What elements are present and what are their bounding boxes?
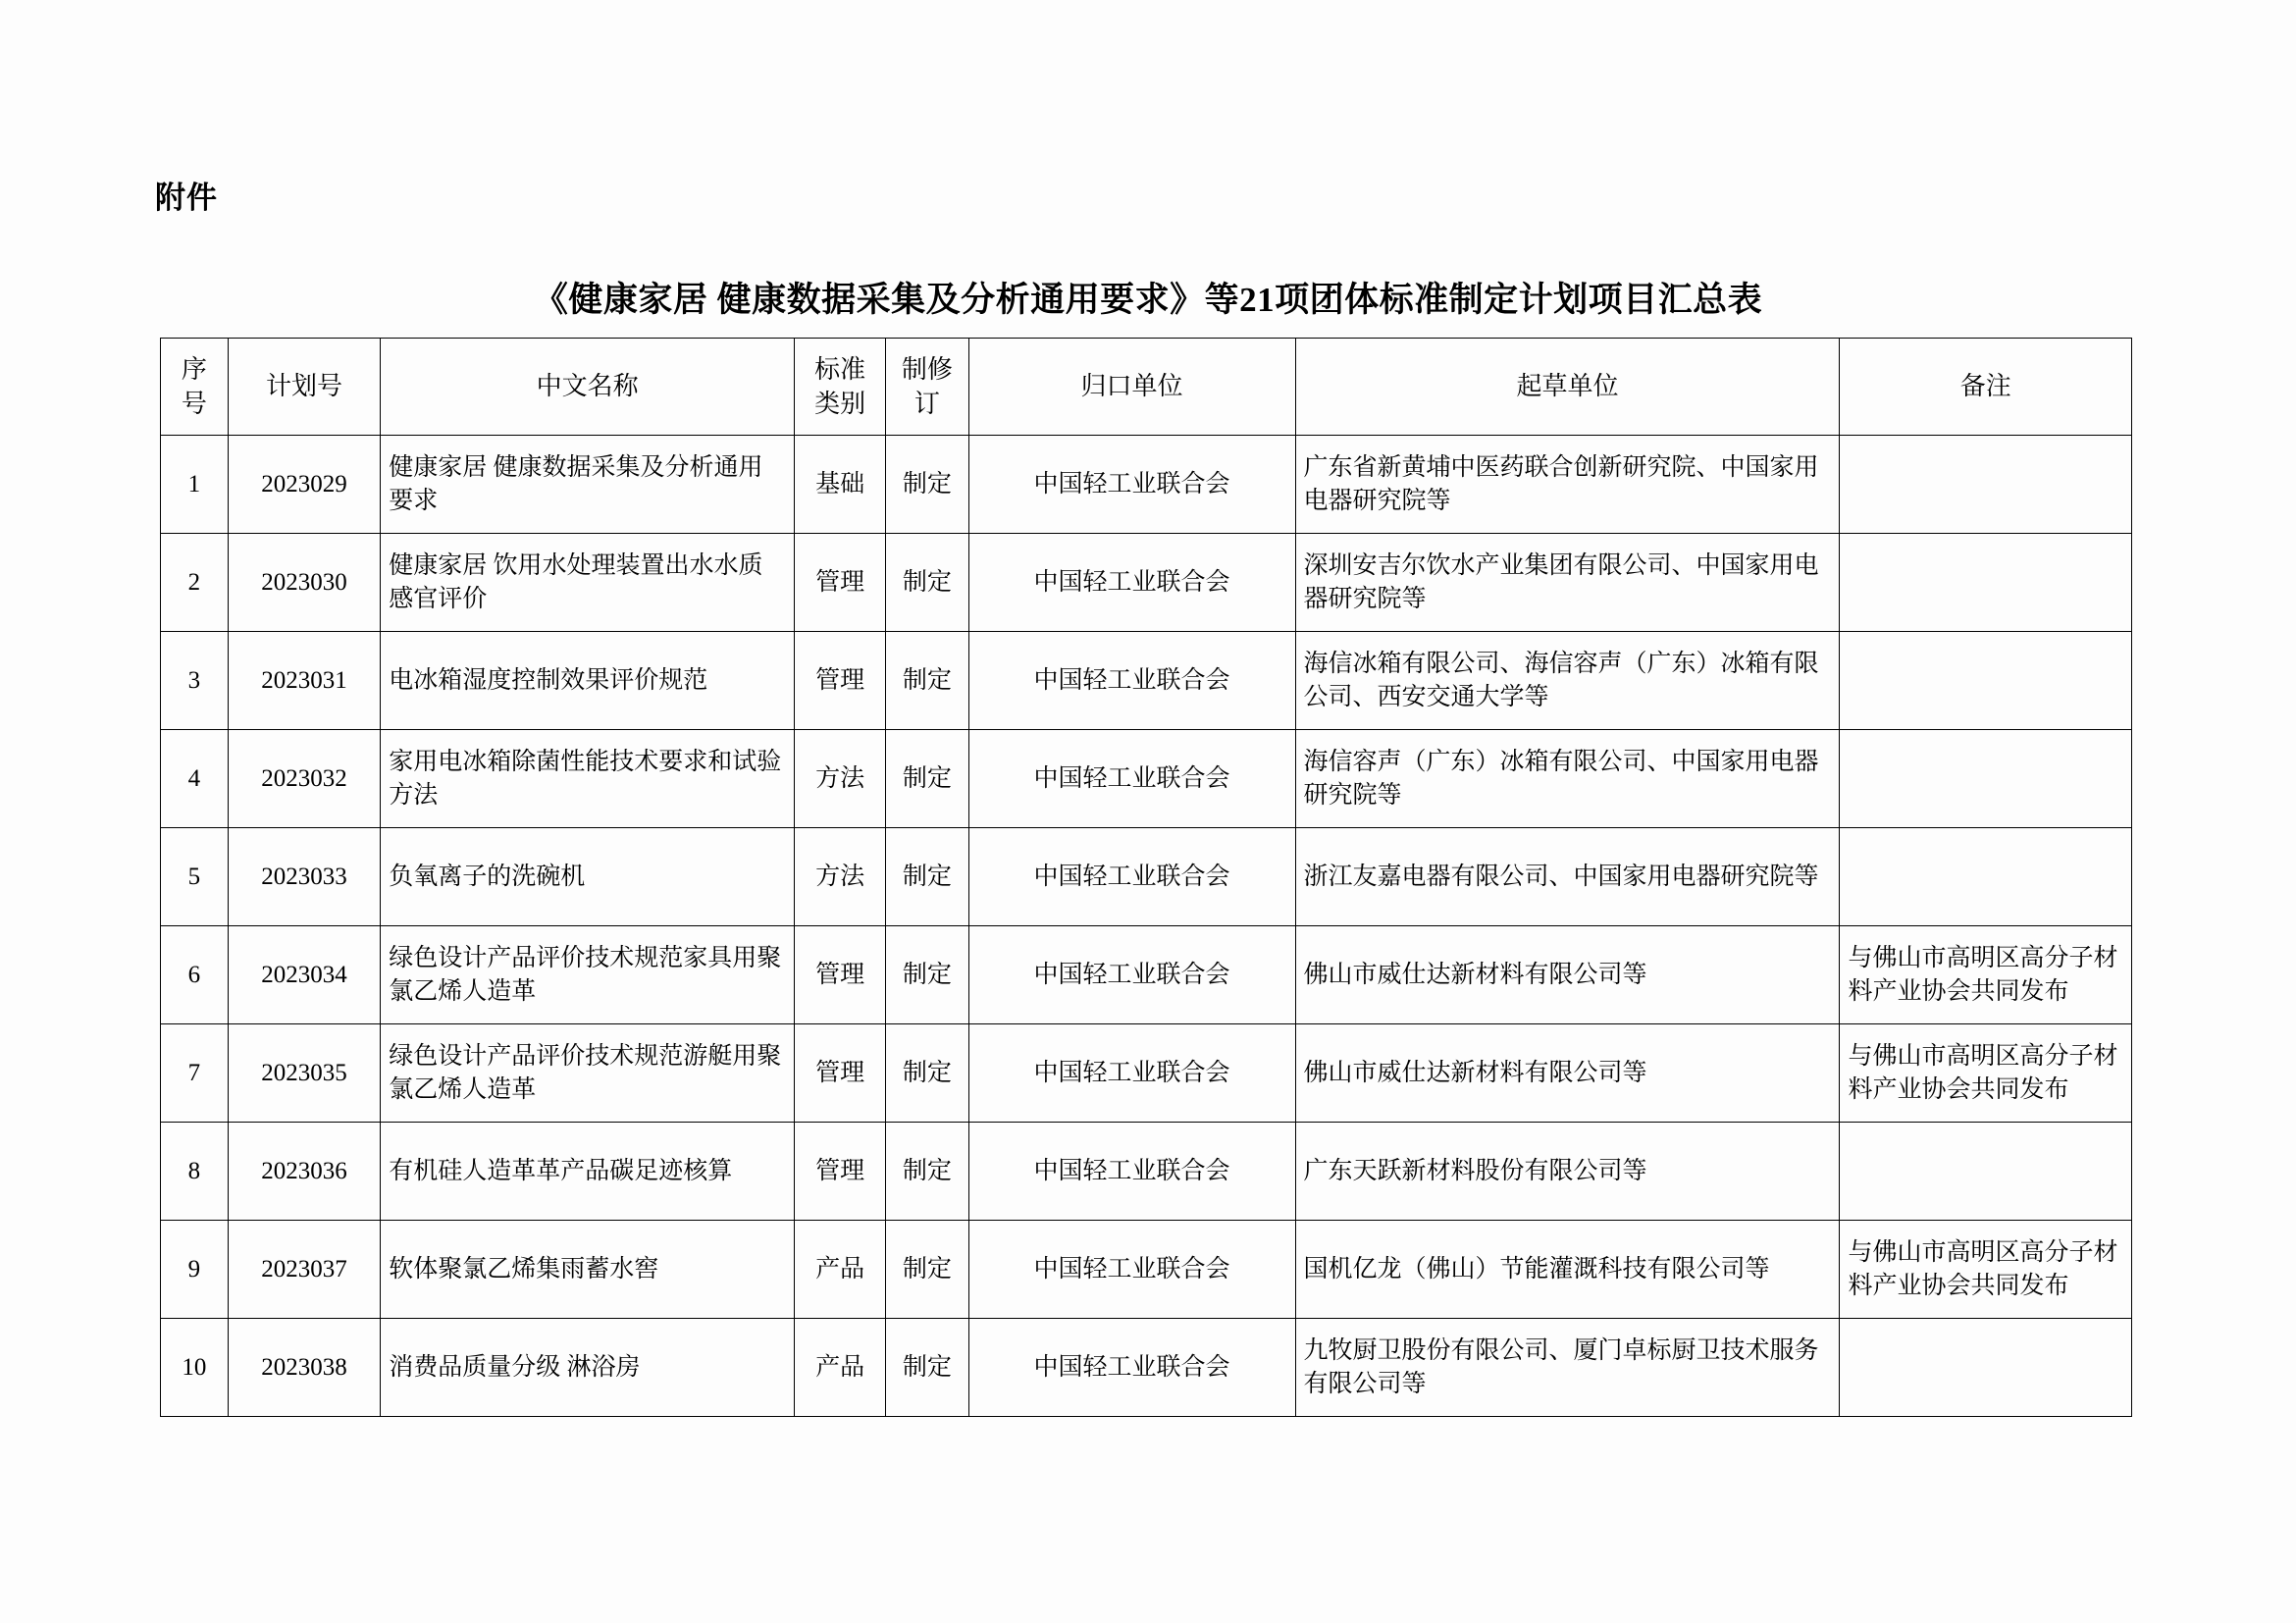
table-row xyxy=(161,730,2132,828)
cell-seq: 8 xyxy=(161,1123,229,1221)
page-title: 《健康家居 健康数据采集及分析通用要求》等21项团体标准制定计划项目汇总表 xyxy=(533,281,1763,319)
cell-standard-type: 产品 xyxy=(794,1221,885,1319)
table-row xyxy=(161,436,2132,534)
cell-remark: 与佛山市高明区高分子材料产业协会共同发布 xyxy=(1840,926,2132,1024)
cell-plan-no: 2023037 xyxy=(228,1221,380,1319)
column-header-remark: 备注 xyxy=(1840,339,2132,436)
table-row xyxy=(161,828,2132,926)
cell-plan-no: 2023033 xyxy=(228,828,380,926)
cell-managing-unit: 中国轻工业联合会 xyxy=(968,1319,1295,1417)
cell-standard-type: 管理 xyxy=(794,632,885,730)
cell-remark xyxy=(1840,436,2132,534)
cell-standard-type: 方法 xyxy=(794,828,885,926)
column-header-managing-unit: 归口单位 xyxy=(968,339,1295,436)
column-header-revision: 制修订 xyxy=(886,339,968,436)
cell-managing-unit: 中国轻工业联合会 xyxy=(968,1221,1295,1319)
cell-chinese-name: 消费品质量分级 淋浴房 xyxy=(381,1319,795,1417)
cell-plan-no: 2023029 xyxy=(228,436,380,534)
table-row xyxy=(161,632,2132,730)
cell-revision: 制定 xyxy=(886,534,968,632)
cell-revision: 制定 xyxy=(886,632,968,730)
cell-revision: 制定 xyxy=(886,436,968,534)
column-header-drafting-unit: 起草单位 xyxy=(1295,339,1840,436)
cell-plan-no: 2023034 xyxy=(228,926,380,1024)
cell-drafting-unit: 深圳安吉尔饮水产业集团有限公司、中国家用电器研究院等 xyxy=(1295,534,1840,632)
attachment-label: 附件 xyxy=(155,181,218,215)
cell-remark xyxy=(1840,632,2132,730)
cell-remark xyxy=(1840,1123,2132,1221)
cell-managing-unit: 中国轻工业联合会 xyxy=(968,828,1295,926)
cell-chinese-name: 家用电冰箱除菌性能技术要求和试验方法 xyxy=(381,730,795,828)
cell-revision: 制定 xyxy=(886,1221,968,1319)
cell-standard-type: 基础 xyxy=(794,436,885,534)
cell-seq: 1 xyxy=(161,436,229,534)
table-row xyxy=(161,1123,2132,1221)
cell-drafting-unit: 广东天跃新材料股份有限公司等 xyxy=(1295,1123,1840,1221)
table-row xyxy=(161,1319,2132,1417)
cell-managing-unit: 中国轻工业联合会 xyxy=(968,1024,1295,1123)
cell-chinese-name: 绿色设计产品评价技术规范家具用聚氯乙烯人造革 xyxy=(381,926,795,1024)
cell-seq: 9 xyxy=(161,1221,229,1319)
cell-revision: 制定 xyxy=(886,1123,968,1221)
cell-managing-unit: 中国轻工业联合会 xyxy=(968,926,1295,1024)
cell-revision: 制定 xyxy=(886,730,968,828)
cell-standard-type: 方法 xyxy=(794,730,885,828)
cell-revision: 制定 xyxy=(886,828,968,926)
cell-seq: 5 xyxy=(161,828,229,926)
column-header-plan-no: 计划号 xyxy=(228,339,380,436)
standards-summary-table xyxy=(160,338,2132,1417)
table-row xyxy=(161,1024,2132,1123)
cell-chinese-name: 电冰箱湿度控制效果评价规范 xyxy=(381,632,795,730)
table-header-row xyxy=(161,339,2132,436)
cell-chinese-name: 健康家居 健康数据采集及分析通用要求 xyxy=(381,436,795,534)
cell-seq: 10 xyxy=(161,1319,229,1417)
cell-drafting-unit: 海信容声（广东）冰箱有限公司、中国家用电器研究院等 xyxy=(1295,730,1840,828)
cell-drafting-unit: 海信冰箱有限公司、海信容声（广东）冰箱有限公司、西安交通大学等 xyxy=(1295,632,1840,730)
cell-seq: 4 xyxy=(161,730,229,828)
cell-managing-unit: 中国轻工业联合会 xyxy=(968,436,1295,534)
cell-remark xyxy=(1840,730,2132,828)
cell-seq: 7 xyxy=(161,1024,229,1123)
cell-drafting-unit: 九牧厨卫股份有限公司、厦门卓标厨卫技术服务有限公司等 xyxy=(1295,1319,1840,1417)
cell-plan-no: 2023031 xyxy=(228,632,380,730)
column-header-seq: 序号 xyxy=(161,339,229,436)
cell-drafting-unit: 佛山市威仕达新材料有限公司等 xyxy=(1295,1024,1840,1123)
cell-chinese-name: 健康家居 饮用水处理装置出水水质 感官评价 xyxy=(381,534,795,632)
cell-drafting-unit: 佛山市威仕达新材料有限公司等 xyxy=(1295,926,1840,1024)
cell-remark: 与佛山市高明区高分子材料产业协会共同发布 xyxy=(1840,1221,2132,1319)
cell-chinese-name: 有机硅人造革革产品碳足迹核算 xyxy=(381,1123,795,1221)
cell-plan-no: 2023036 xyxy=(228,1123,380,1221)
cell-managing-unit: 中国轻工业联合会 xyxy=(968,1123,1295,1221)
cell-plan-no: 2023030 xyxy=(228,534,380,632)
cell-plan-no: 2023032 xyxy=(228,730,380,828)
cell-revision: 制定 xyxy=(886,1319,968,1417)
cell-remark xyxy=(1840,1319,2132,1417)
cell-seq: 6 xyxy=(161,926,229,1024)
cell-drafting-unit: 广东省新黄埔中医药联合创新研究院、中国家用电器研究院等 xyxy=(1295,436,1840,534)
cell-managing-unit: 中国轻工业联合会 xyxy=(968,730,1295,828)
cell-remark xyxy=(1840,534,2132,632)
cell-remark xyxy=(1840,828,2132,926)
cell-chinese-name: 软体聚氯乙烯集雨蓄水窖 xyxy=(381,1221,795,1319)
cell-managing-unit: 中国轻工业联合会 xyxy=(968,534,1295,632)
cell-standard-type: 管理 xyxy=(794,926,885,1024)
cell-drafting-unit: 国机亿龙（佛山）节能灌溉科技有限公司等 xyxy=(1295,1221,1840,1319)
cell-revision: 制定 xyxy=(886,926,968,1024)
table-row xyxy=(161,534,2132,632)
cell-chinese-name: 绿色设计产品评价技术规范游艇用聚氯乙烯人造革 xyxy=(381,1024,795,1123)
cell-remark: 与佛山市高明区高分子材料产业协会共同发布 xyxy=(1840,1024,2132,1123)
cell-plan-no: 2023038 xyxy=(228,1319,380,1417)
cell-seq: 2 xyxy=(161,534,229,632)
cell-managing-unit: 中国轻工业联合会 xyxy=(968,632,1295,730)
cell-drafting-unit: 浙江友嘉电器有限公司、中国家用电器研究院等 xyxy=(1295,828,1840,926)
cell-revision: 制定 xyxy=(886,1024,968,1123)
table-row xyxy=(161,926,2132,1024)
column-header-chinese-name: 中文名称 xyxy=(381,339,795,436)
cell-standard-type: 管理 xyxy=(794,534,885,632)
table-row xyxy=(161,1221,2132,1319)
cell-standard-type: 管理 xyxy=(794,1123,885,1221)
cell-plan-no: 2023035 xyxy=(228,1024,380,1123)
cell-standard-type: 产品 xyxy=(794,1319,885,1417)
cell-seq: 3 xyxy=(161,632,229,730)
cell-standard-type: 管理 xyxy=(794,1024,885,1123)
cell-chinese-name: 负氧离子的洗碗机 xyxy=(381,828,795,926)
column-header-standard-type: 标准类别 xyxy=(794,339,885,436)
